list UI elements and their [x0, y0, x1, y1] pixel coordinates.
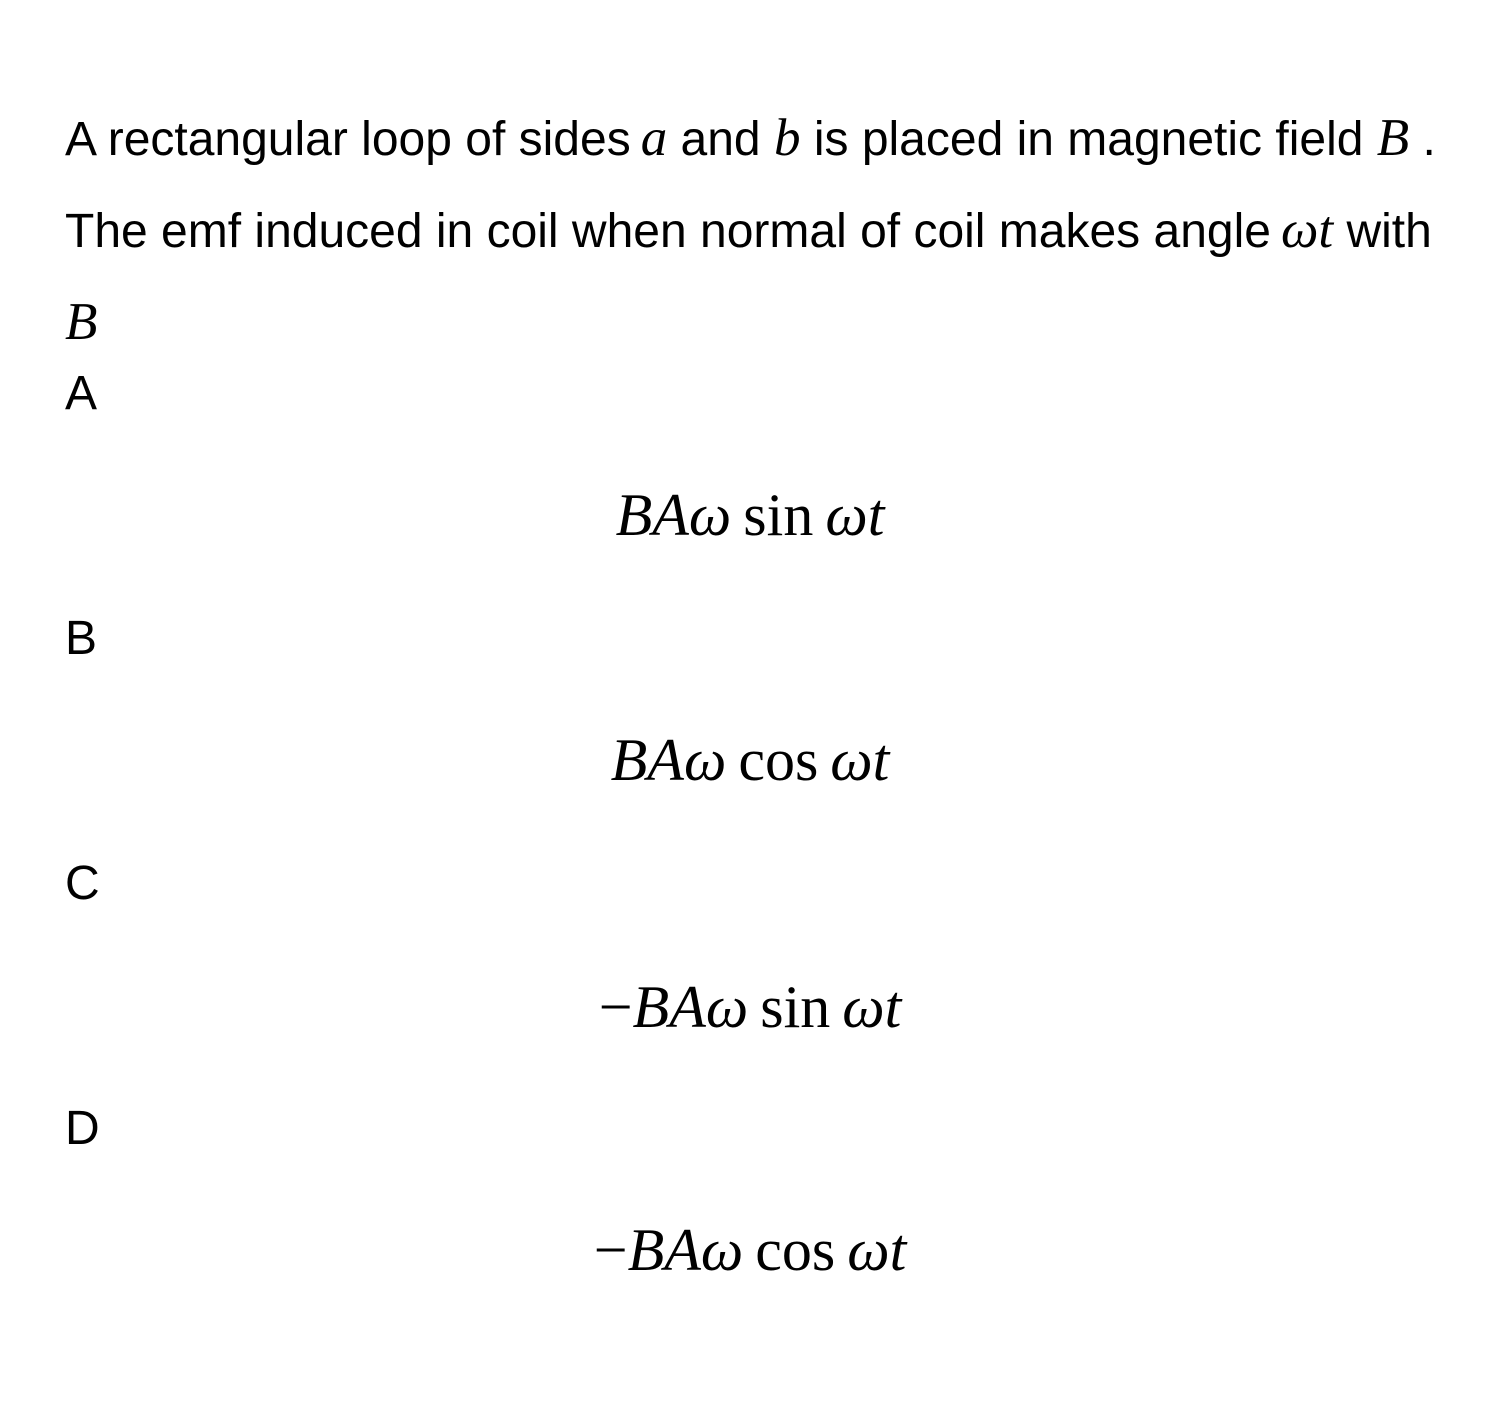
option-formula-a[interactable] — [0, 480, 1500, 550]
formula-sign: − — [593, 1217, 628, 1283]
formula-argument: ωt — [842, 974, 902, 1040]
question-text-part: with — [1346, 205, 1432, 258]
math-variable-B: B — [1376, 109, 1410, 167]
formula-argument: ωt — [825, 482, 885, 548]
formula-function: sin — [743, 482, 814, 548]
question-text — [65, 93, 1445, 369]
option-label-b: B — [65, 612, 98, 665]
formula-sign: − — [598, 974, 633, 1040]
math-variable-omega-t: ωt — [1280, 201, 1334, 259]
question-text-part: . The emf induced in coil when normal of coil makes angle — [65, 113, 1436, 258]
math-variable-b: b — [773, 109, 801, 167]
option-formula-d[interactable] — [0, 1215, 1500, 1285]
formula-lead: BAω — [610, 727, 727, 793]
math-variable-a: a — [640, 109, 668, 167]
option-label-a: A — [65, 367, 98, 420]
option-label-c: C — [65, 857, 100, 910]
formula-function: cos — [738, 727, 819, 793]
formula-function: sin — [760, 974, 831, 1040]
question-text-part: A rectangular loop of sides — [65, 113, 631, 166]
formula-lead: BAω — [627, 1217, 744, 1283]
option-formula-c[interactable] — [0, 972, 1500, 1042]
formula-argument: ωt — [847, 1217, 907, 1283]
option-formula-b[interactable] — [0, 725, 1500, 795]
option-label-d: D — [65, 1102, 100, 1155]
formula-lead: BAω — [615, 482, 732, 548]
question-text-part: and — [680, 113, 761, 166]
math-variable-B: B — [65, 293, 98, 351]
formula-lead: BAω — [632, 974, 749, 1040]
question-text-part: is placed in magnetic field — [813, 113, 1364, 166]
formula-argument: ωt — [830, 727, 890, 793]
formula-function: cos — [755, 1217, 836, 1283]
